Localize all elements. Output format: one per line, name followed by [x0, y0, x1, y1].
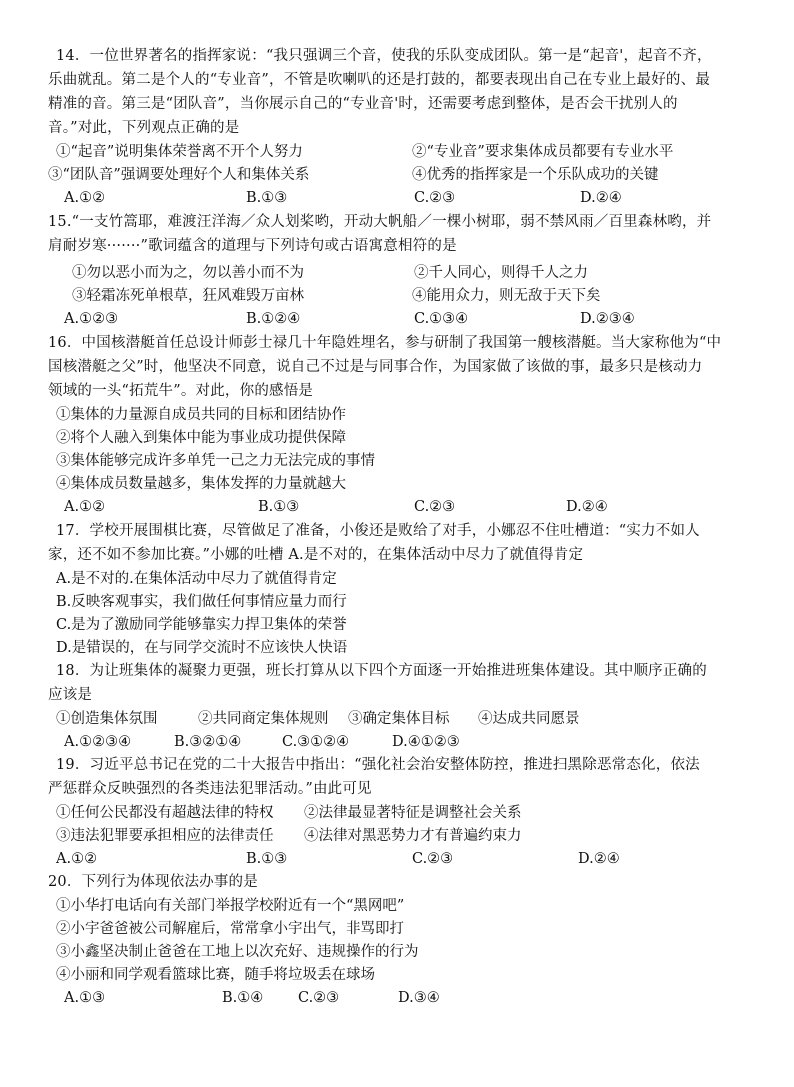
q14-statement-1: ①“起音”说明集体荣誉离不开个人努力 [56, 144, 303, 160]
q15-stem-line: 15.“一支竹篙耶，难渡汪洋海／众人划桨哟，开动大帆船／一棵小树耶，弱不禁风雨／百里森林哟，并 [48, 214, 712, 230]
q17-choice-a: A.是不对的.在集体活动中尽力了就值得肯定 [56, 571, 337, 587]
q15-statement-3: ③轻霜冻死单根草，狂风难毁万亩林 [72, 288, 304, 304]
q16-statement-4: ④集体成员数量越多，集体发挥的力量就越大 [56, 476, 346, 492]
q19-choice-a: A.①② [56, 851, 98, 867]
q14-stem-line: 乐曲就乱。第二是个人的“专业音”，不管是吹喇叭的还是打鼓的，都要表现出自己在专业上最好的、最 [48, 72, 711, 88]
q14-statement-2: ②“专业音”要求集体成员都要有专业水平 [412, 144, 674, 160]
q20-choice-c: C.②③ [298, 990, 340, 1006]
q15-statement-4: ④能用众力，则无敌于天下矣 [412, 288, 601, 304]
q20-statement-4: ④小丽和同学观看篮球比赛，随手将垃圾丢在球场 [56, 967, 375, 983]
q15-statement-2: ②千人同心，则得千人之力 [414, 265, 588, 281]
q16-statement-2: ②将个人融入到集体中能为事业成功提供保障 [56, 430, 346, 446]
q14-choice-a: A.①② [64, 190, 106, 206]
q14-choice-b: B.①③ [246, 190, 288, 206]
q18-statement-3: ③确定集体目标 [348, 711, 450, 727]
q14-stem-line: 精准的音。第三是“团队音”，当你展示自己的“专业音'时，还需要考虑到整体，是否会干扰别人的 [48, 96, 678, 112]
q18-choice-a: A.①②③④ [64, 734, 132, 750]
q19-statement-2: ②法律最显著特征是调整社会关系 [304, 805, 522, 821]
q18-stem-line: 应该是 [48, 687, 93, 703]
q20-choice-b: B.①④ [222, 990, 264, 1006]
q16-choice-c: C.②③ [414, 499, 456, 515]
q16-choice-a: A.①② [64, 499, 106, 515]
q18-statement-1: ①创造集体氛围 [56, 711, 158, 727]
q20-choice-a: A.①③ [64, 990, 106, 1006]
q17-stem-line: 17．学校开展围棋比赛，尽管做足了准备，小俊还是败给了对手，小娜忍不住吐槽道：“实力不如人 [56, 523, 700, 539]
q15-stem-line: 肩耐岁寒·······”歌词蕴含的道理与下列诗句或古语寓意相符的是 [48, 238, 457, 254]
q19-statement-1: ①任何公民都没有超越法律的特权 [56, 805, 274, 821]
q20-statement-3: ③小鑫坚决制止爸爸在工地上以次充好、违规操作的行为 [56, 944, 419, 960]
q17-choice-d: D.是错误的，在与同学交流时不应该快人快语 [56, 640, 348, 656]
q19-statement-3: ③违法犯罪要承担相应的法律责任 [56, 828, 274, 844]
q18-choice-c: C.③①②④ [282, 734, 350, 750]
q20-statement-2: ②小宇爸爸被公司解雇后，常常拿小宇出气，非骂即打 [56, 921, 404, 937]
q16-stem-line: 16．中国核潜艇首任总设计师彭士禄几十年隐姓埋名，参与研制了我国第一艘核潜艇。当大家称他为“中 [48, 335, 722, 351]
q16-stem-line: 国核潜艇之父”时，他坚决不同意，说自己不过是与同事合作，为国家做了该做的事，最多只是核动力 [48, 359, 703, 375]
q16-choice-d: D.②④ [566, 499, 608, 515]
q18-choice-d: D.④①②③ [392, 734, 460, 750]
q14-stem-line: 音。”对此，下列观点正确的是 [48, 120, 240, 136]
q18-statement-2: ②共同商定集体规则 [198, 711, 329, 727]
q14-stem-line: 14．一位世界著名的指挥家说：“我只强调三个音，使我的乐队变成团队。第一是“起音'，起音不齐， [56, 48, 712, 64]
q15-choice-c: C.①③④ [414, 311, 469, 327]
q18-statement-4: ④达成共同愿景 [478, 711, 580, 727]
q16-stem-line: 领域的一头“拓荒牛”。对此，你的感悟是 [48, 383, 314, 399]
q15-statement-1: ①勿以恶小而为之，勿以善小而不为 [72, 265, 304, 281]
q19-stem-line: 19．习近平总书记在党的二十大报告中指出：“强化社会治安整体防控，推进扫黑除恶常态化，依法 [56, 757, 700, 773]
q20-statement-1: ①小华打电话向有关部门举报学校附近有一个“黑网吧” [56, 898, 405, 914]
q14-statement-4: ④优秀的指挥家是一个乐队成功的关键 [412, 167, 659, 183]
q14-choice-d: D.②④ [580, 190, 622, 206]
q16-statement-1: ①集体的力量源自成员共同的目标和团结协作 [56, 407, 346, 423]
q17-choice-c: C.是为了激励同学能够靠实力捍卫集体的荣誉 [56, 617, 347, 633]
q19-statement-4: ④法律对黑恶势力才有普遍约束力 [304, 828, 522, 844]
q14-statement-3: ③“团队音”强调要处理好个人和集体关系 [48, 167, 310, 183]
q14-choice-c: C.②③ [414, 190, 456, 206]
q19-stem-line: 严惩群众反映强烈的各类违法犯罪活动。”由此可见 [48, 781, 372, 797]
q19-choice-b: B.①③ [246, 851, 288, 867]
q18-stem-line: 18．为让班集体的凝聚力更强，班长打算从以下四个方面逐一开始推进班集体建设。其中顺序正确的 [56, 663, 707, 679]
q19-choice-d: D.②④ [578, 851, 620, 867]
q19-choice-c: C.②③ [412, 851, 454, 867]
q17-choice-b: B.反映客观事实，我们做任何事情应量力而行 [56, 594, 347, 610]
q16-statement-3: ③集体能够完成许多单凭一己之力无法完成的事情 [56, 453, 375, 469]
q20-choice-d: D.③④ [398, 990, 440, 1006]
q16-choice-b: B.①③ [258, 499, 300, 515]
q20-stem-line: 20．下列行为体现依法办事的是 [48, 874, 258, 890]
q15-choice-d: D.②③④ [580, 311, 635, 327]
q15-choice-b: B.①②④ [246, 311, 301, 327]
q17-stem-line: 家，还不如不参加比赛。”小娜的吐槽 A.是不对的，在集体活动中尽力了就值得肯定 [48, 547, 584, 563]
q15-choice-a: A.①②③ [64, 311, 119, 327]
q18-choice-b: B.③②①④ [174, 734, 242, 750]
